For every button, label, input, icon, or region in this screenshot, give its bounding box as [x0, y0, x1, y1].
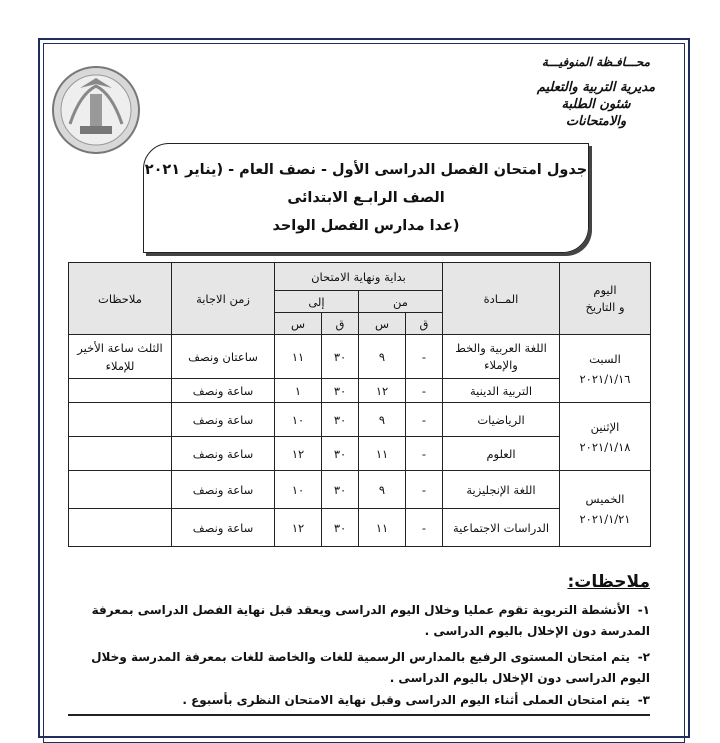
subject-cell: اللغة الإنجليزية: [443, 471, 560, 509]
to-s-cell: ١٢: [275, 437, 322, 471]
to-q-cell: ٣٠: [322, 437, 359, 471]
from-s-cell: ٩: [359, 335, 406, 379]
note-number: ٢-: [637, 650, 650, 664]
note-text: يتم امتحان العملى أثناء اليوم الدراسى وقبل نهاية الامتحان النظرى بأسبوع .: [182, 693, 630, 707]
day-name: الإثنين: [590, 419, 620, 434]
notes-cell: الثلث ساعة الأخير للإملاء: [69, 335, 172, 379]
to-s-cell: ١: [275, 379, 322, 403]
from-q-cell: -: [406, 379, 443, 403]
to-q-cell: ٣٠: [322, 509, 359, 547]
notes-cell: [69, 403, 172, 437]
grade-title: الصف الرابـع الابتدائى: [287, 190, 445, 206]
header-time-range: بداية ونهاية الامتحان: [275, 263, 443, 291]
notes-heading: ملاحظات:: [567, 572, 650, 592]
header-from: من: [359, 291, 443, 313]
note-item: [70, 647, 650, 689]
exam-title: جدول امتحان الفصل الدراسى الأول - نصف العام - (يناير ٢٠٢١: [144, 162, 588, 178]
to-s-cell: ١٢: [275, 509, 322, 547]
from-q-cell: -: [406, 403, 443, 437]
note-text: الأنشطة التربوية تقوم عمليا وخلال اليوم الدراسى ويعقد قبل نهاية الفصل الدراسى بمعرفة المدرسة دون الإخلال باليوم الدراسى .: [91, 603, 650, 638]
exception-note: (عدا مدارس الفصل الواحد: [272, 218, 460, 234]
note-item: [70, 690, 650, 711]
table-row: [69, 335, 651, 379]
day-cell: [560, 403, 651, 471]
table-row: [69, 471, 651, 509]
header-subject: المــادة: [443, 263, 560, 335]
bottom-divider: [68, 714, 650, 716]
notes-cell: [69, 379, 172, 403]
header-duration: زمن الاجابة: [172, 263, 275, 335]
header-row-1: [69, 263, 651, 291]
subject-cell: الدراسات الاجتماعية: [443, 509, 560, 547]
day-name: الخميس: [585, 491, 625, 506]
from-q-cell: -: [406, 471, 443, 509]
subject-cell: العلوم: [443, 437, 560, 471]
header-from-q: ق: [406, 313, 443, 335]
duration-cell: ساعة ونصف: [172, 509, 275, 547]
from-s-cell: ١٢: [359, 379, 406, 403]
to-q-cell: ٣٠: [322, 335, 359, 379]
to-q-cell: ٣٠: [322, 379, 359, 403]
day-name: السبت: [589, 351, 621, 366]
notes-cell: [69, 509, 172, 547]
to-s-cell: ١١: [275, 335, 322, 379]
day-cell: [560, 335, 651, 403]
header-to-s: س: [275, 313, 322, 335]
to-q-cell: ٣٠: [322, 403, 359, 437]
from-q-cell: -: [406, 335, 443, 379]
duration-cell: ساعة ونصف: [172, 437, 275, 471]
from-s-cell: ٩: [359, 403, 406, 437]
from-s-cell: ١١: [359, 509, 406, 547]
from-q-cell: -: [406, 437, 443, 471]
exam-title-box: [143, 143, 589, 253]
notes-cell: [69, 471, 172, 509]
note-number: ١-: [637, 603, 650, 617]
duration-cell: ساعة ونصف: [172, 403, 275, 437]
duration-cell: ساعة ونصف: [172, 471, 275, 509]
day-date: ٢٠٢١/١/١٦: [579, 371, 631, 386]
directorate-name: مديرية التربية والتعليم: [536, 80, 656, 95]
from-s-cell: ٩: [359, 471, 406, 509]
to-q-cell: ٣٠: [322, 471, 359, 509]
to-s-cell: ١٠: [275, 471, 322, 509]
header-from-s: س: [359, 313, 406, 335]
header-notes: ملاحظات: [69, 263, 172, 335]
notes-cell: [69, 437, 172, 471]
exam-schedule-table: [68, 262, 651, 547]
table-row: [69, 403, 651, 437]
from-q-cell: -: [406, 509, 443, 547]
duration-cell: ساعة ونصف: [172, 379, 275, 403]
directorate-header: [536, 54, 656, 130]
to-s-cell: ١٠: [275, 403, 322, 437]
header-to: إلى: [275, 291, 359, 313]
note-text: يتم امتحان المستوى الرفيع بالمدارس الرسمية للغات والخاصة للغات بمعرفة المدرسة وخلال اليوم الدراسى دون الإخلال باليوم الدراسى .: [91, 650, 650, 685]
governorate-name: محـــافـظة المنوفيـــة: [541, 55, 651, 69]
day-cell: [560, 471, 651, 547]
day-date: ٢٠٢١/١/٢١: [579, 511, 631, 526]
note-number: ٣-: [637, 693, 650, 707]
note-item: [70, 600, 650, 642]
department-name: شئون الطلبة والامتحانات: [561, 97, 631, 129]
header-day: اليوم و التاريخ: [560, 263, 651, 335]
duration-cell: ساعتان ونصف: [172, 335, 275, 379]
governorate-emblem: [50, 64, 142, 156]
from-s-cell: ١١: [359, 437, 406, 471]
subject-cell: التربية الدينية: [443, 379, 560, 403]
header-to-q: ق: [322, 313, 359, 335]
subject-cell: الرياضيات: [443, 403, 560, 437]
day-date: ٢٠٢١/١/١٨: [579, 439, 631, 454]
subject-cell: اللغة العربية والخط والإملاء: [443, 335, 560, 379]
